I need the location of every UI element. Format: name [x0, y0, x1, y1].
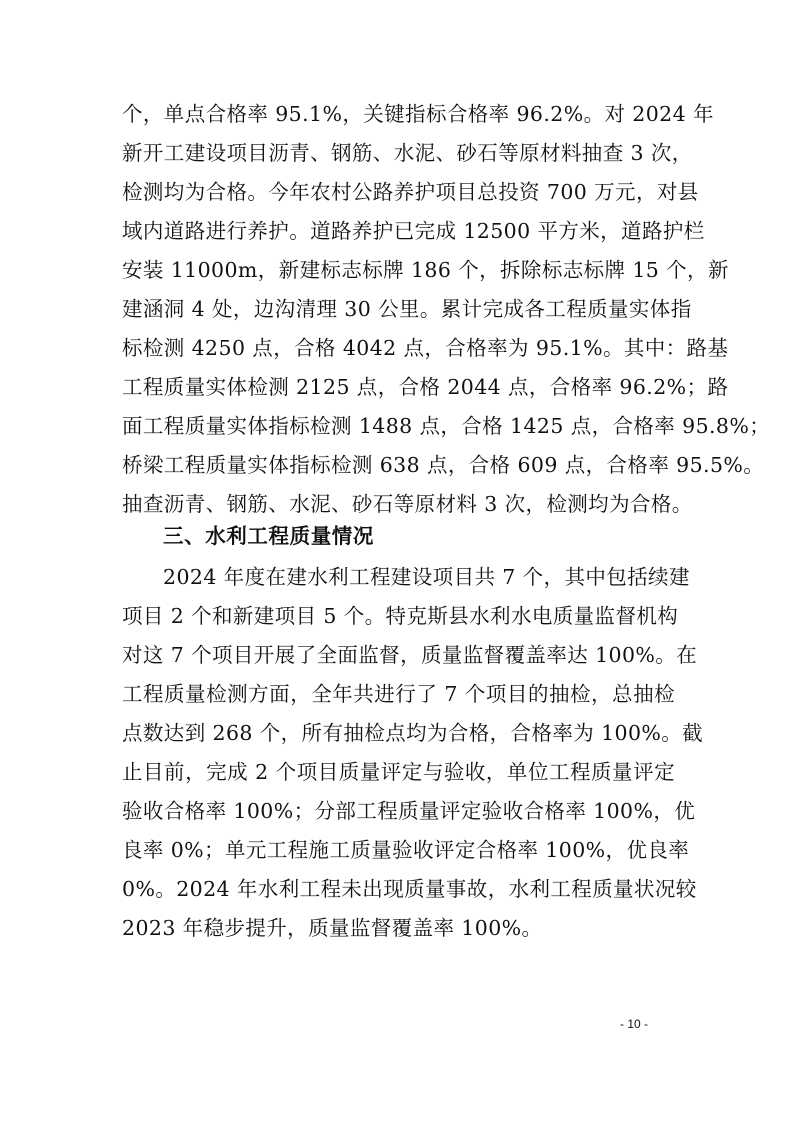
body-text-line: 新开工建设项目沥青、钢筋、水泥、砂石等原材料抽查 3 次，: [122, 141, 693, 165]
body-text-line: 检测均为合格。今年农村公路养护项目总投资 700 万元，对县: [122, 180, 699, 204]
body-text-line: 域内道路进行养护。道路养护已完成 12500 平方米，道路护栏: [122, 219, 705, 243]
body-text-line: 点数达到 268 个，所有抽检点均为合格，合格率为 100%。截: [122, 721, 704, 745]
body-text-line: 面工程质量实体指标检测 1488 点，合格 1425 点，合格率 95.8%；: [122, 414, 771, 438]
body-text-line: 2023 年稳步提升，质量监督覆盖率 100%。: [122, 916, 543, 940]
body-text-line: 工程质量实体检测 2125 点，合格 2044 点，合格率 96.2%；路: [122, 375, 729, 399]
body-text-line: 个，单点合格率 95.1%，关键指标合格率 96.2%。对 2024 年: [122, 102, 714, 126]
section-heading: 三、水利工程质量情况: [163, 524, 374, 548]
body-text-line: 对这 7 个项目开展了全面监督，质量监督覆盖率达 100%。在: [122, 643, 698, 667]
body-text-line: 工程质量检测方面，全年共进行了 7 个项目的抽检，总抽检: [122, 682, 675, 706]
body-text-line: 安装 11000m，新建标志标牌 186 个，拆除标志标牌 15 个，新: [122, 258, 729, 282]
body-text-line: 0%。2024 年水利工程未出现质量事故，水利工程质量状况较: [122, 877, 697, 901]
page-number: - 10 -: [620, 1017, 649, 1031]
body-text-line: 验收合格率 100%；分部工程质量评定验收合格率 100%，优: [122, 799, 696, 823]
body-text-line: 项目 2 个和新建项目 5 个。特克斯县水利水电质量监督机构: [122, 604, 679, 628]
body-text-line: 2024 年度在建水利工程建设项目共 7 个，其中包括续建: [163, 565, 690, 589]
body-text-line: 建涵洞 4 处，边沟清理 30 公里。累计完成各工程质量实体指: [122, 297, 692, 321]
body-text-line: 良率 0%；单元工程施工质量验收评定合格率 100%，优良率: [122, 838, 690, 862]
body-text-line: 止目前，完成 2 个项目质量评定与验收，单位工程质量评定: [122, 760, 675, 784]
body-text-line: 标检测 4250 点，合格 4042 点，合格率为 95.1%。其中：路基: [122, 336, 729, 360]
body-text-line: 抽查沥青、钢筋、水泥、砂石等原材料 3 次，检测均为合格。: [122, 492, 693, 516]
body-text-line: 桥梁工程质量实体指标检测 638 点，合格 609 点，合格率 95.5%。: [122, 453, 765, 477]
